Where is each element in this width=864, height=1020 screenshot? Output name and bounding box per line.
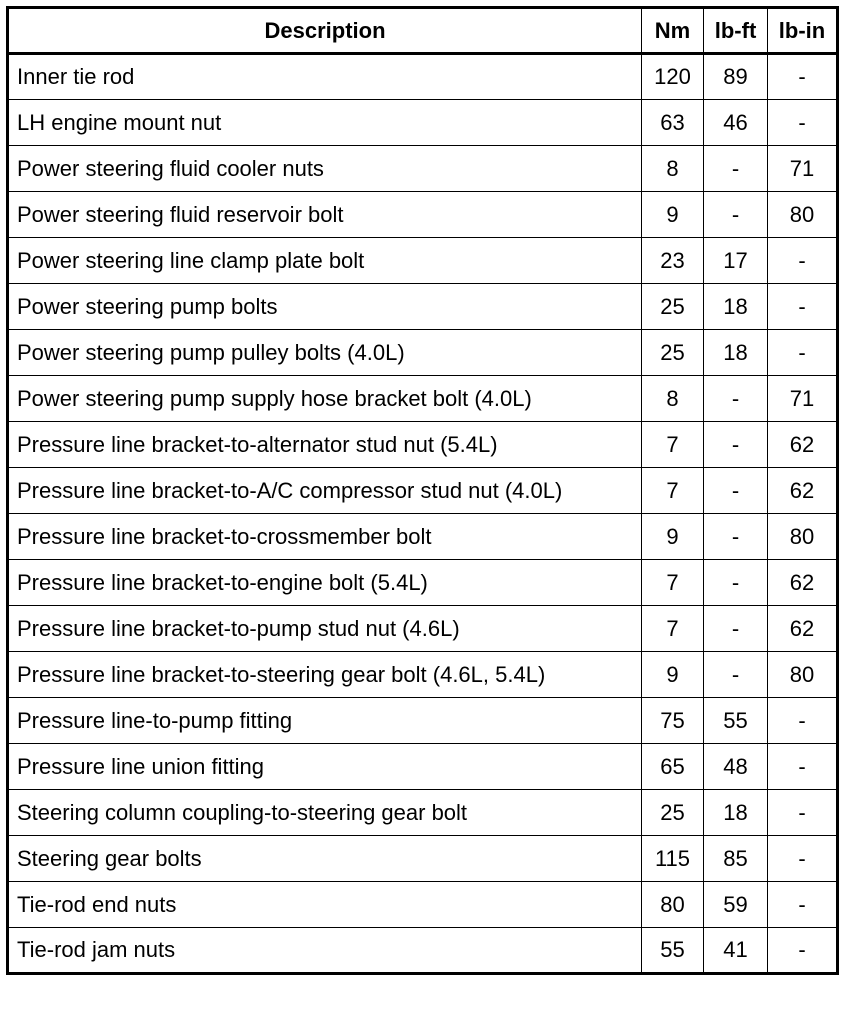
cell-description: Tie-rod jam nuts — [8, 928, 642, 974]
cell-description: Pressure line bracket-to-pump stud nut (4.6L) — [8, 606, 642, 652]
cell-lb-ft: 18 — [704, 330, 768, 376]
cell-description: Pressure line bracket-to-alternator stud nut (5.4L) — [8, 422, 642, 468]
cell-nm: 115 — [642, 836, 704, 882]
cell-nm: 9 — [642, 514, 704, 560]
cell-lb-ft: - — [704, 468, 768, 514]
cell-nm: 63 — [642, 100, 704, 146]
cell-description: Pressure line bracket-to-steering gear bolt (4.6L, 5.4L) — [8, 652, 642, 698]
cell-lb-ft: 85 — [704, 836, 768, 882]
cell-lb-in: - — [768, 54, 838, 100]
table-row — [8, 100, 838, 146]
cell-nm: 7 — [642, 560, 704, 606]
cell-lb-in: - — [768, 330, 838, 376]
cell-nm: 8 — [642, 146, 704, 192]
cell-lb-ft: 59 — [704, 882, 768, 928]
table-row — [8, 376, 838, 422]
cell-lb-in: 71 — [768, 376, 838, 422]
cell-nm: 23 — [642, 238, 704, 284]
cell-nm: 9 — [642, 192, 704, 238]
table-row — [8, 330, 838, 376]
cell-nm: 8 — [642, 376, 704, 422]
cell-lb-in: - — [768, 698, 838, 744]
cell-lb-in: 62 — [768, 560, 838, 606]
cell-lb-ft: - — [704, 560, 768, 606]
cell-lb-in: - — [768, 100, 838, 146]
table-row — [8, 928, 838, 974]
table-row — [8, 422, 838, 468]
cell-lb-in: 80 — [768, 192, 838, 238]
cell-lb-in: 80 — [768, 514, 838, 560]
cell-lb-ft: 41 — [704, 928, 768, 974]
table-row — [8, 836, 838, 882]
cell-lb-in: - — [768, 882, 838, 928]
cell-nm: 7 — [642, 468, 704, 514]
cell-nm: 75 — [642, 698, 704, 744]
cell-lb-ft: - — [704, 514, 768, 560]
cell-lb-in: - — [768, 238, 838, 284]
cell-description: Power steering pump supply hose bracket bolt (4.0L) — [8, 376, 642, 422]
cell-description: Inner tie rod — [8, 54, 642, 100]
header-nm: Nm — [642, 8, 704, 54]
cell-nm: 25 — [642, 790, 704, 836]
header-description: Description — [8, 8, 642, 54]
cell-nm: 25 — [642, 284, 704, 330]
cell-description: Pressure line bracket-to-engine bolt (5.4L) — [8, 560, 642, 606]
table-row — [8, 284, 838, 330]
cell-description: Power steering pump bolts — [8, 284, 642, 330]
table-row — [8, 54, 838, 100]
cell-description: Power steering fluid cooler nuts — [8, 146, 642, 192]
cell-lb-ft: 18 — [704, 284, 768, 330]
cell-description: Steering column coupling-to-steering gear bolt — [8, 790, 642, 836]
cell-lb-in: - — [768, 790, 838, 836]
cell-lb-in: 62 — [768, 468, 838, 514]
cell-description: Pressure line-to-pump fitting — [8, 698, 642, 744]
cell-description: Pressure line bracket-to-A/C compressor stud nut (4.0L) — [8, 468, 642, 514]
cell-nm: 80 — [642, 882, 704, 928]
cell-lb-ft: 55 — [704, 698, 768, 744]
table-row — [8, 514, 838, 560]
cell-lb-in: 62 — [768, 422, 838, 468]
cell-nm: 65 — [642, 744, 704, 790]
cell-lb-in: - — [768, 928, 838, 974]
cell-nm: 120 — [642, 54, 704, 100]
cell-description: Pressure line bracket-to-crossmember bolt — [8, 514, 642, 560]
cell-nm: 7 — [642, 606, 704, 652]
cell-lb-in: 80 — [768, 652, 838, 698]
cell-description: Power steering line clamp plate bolt — [8, 238, 642, 284]
cell-lb-ft: 18 — [704, 790, 768, 836]
header-lb-in: lb-in — [768, 8, 838, 54]
table-header-row — [8, 8, 838, 54]
cell-lb-ft: 17 — [704, 238, 768, 284]
cell-lb-ft: - — [704, 376, 768, 422]
cell-nm: 9 — [642, 652, 704, 698]
cell-lb-ft: 46 — [704, 100, 768, 146]
table-row — [8, 468, 838, 514]
cell-lb-in: 71 — [768, 146, 838, 192]
table-row — [8, 744, 838, 790]
cell-nm: 55 — [642, 928, 704, 974]
table-row — [8, 790, 838, 836]
cell-lb-in: - — [768, 284, 838, 330]
table-body — [8, 54, 838, 974]
cell-lb-ft: - — [704, 422, 768, 468]
table-row — [8, 882, 838, 928]
cell-lb-ft: 48 — [704, 744, 768, 790]
cell-lb-ft: 89 — [704, 54, 768, 100]
cell-lb-ft: - — [704, 192, 768, 238]
table-row — [8, 606, 838, 652]
cell-nm: 7 — [642, 422, 704, 468]
table-row — [8, 652, 838, 698]
cell-description: Pressure line union fitting — [8, 744, 642, 790]
table-row — [8, 560, 838, 606]
table-row — [8, 146, 838, 192]
cell-description: Power steering pump pulley bolts (4.0L) — [8, 330, 642, 376]
torque-spec-table — [6, 6, 839, 975]
table-row — [8, 192, 838, 238]
header-lb-ft: lb-ft — [704, 8, 768, 54]
cell-lb-in: - — [768, 836, 838, 882]
table-row — [8, 698, 838, 744]
cell-lb-ft: - — [704, 146, 768, 192]
cell-lb-ft: - — [704, 606, 768, 652]
cell-description: Tie-rod end nuts — [8, 882, 642, 928]
cell-lb-in: 62 — [768, 606, 838, 652]
cell-description: Power steering fluid reservoir bolt — [8, 192, 642, 238]
cell-nm: 25 — [642, 330, 704, 376]
cell-description: LH engine mount nut — [8, 100, 642, 146]
table-row — [8, 238, 838, 284]
cell-lb-in: - — [768, 744, 838, 790]
cell-lb-ft: - — [704, 652, 768, 698]
cell-description: Steering gear bolts — [8, 836, 642, 882]
